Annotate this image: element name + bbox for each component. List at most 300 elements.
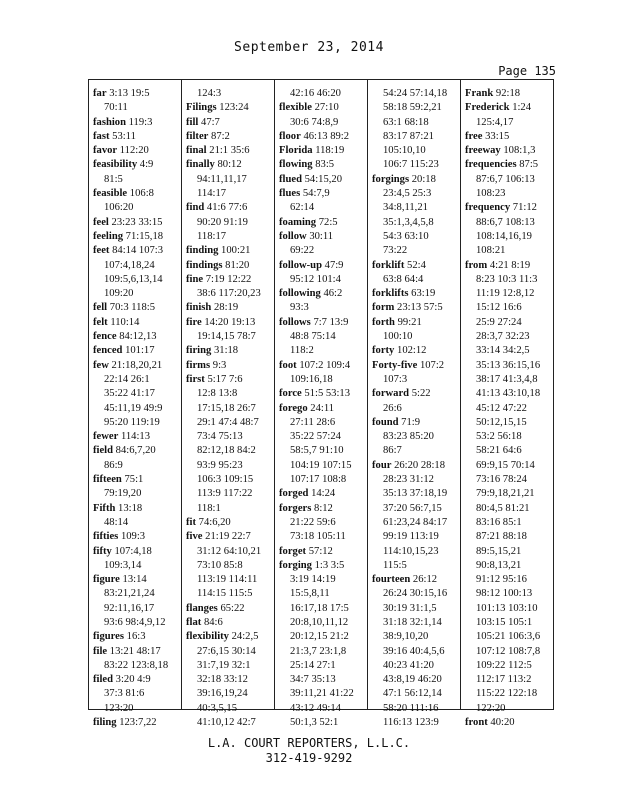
index-page-refs: 46:13 89:2 xyxy=(303,130,350,142)
index-continuation: 58:20 111:16 xyxy=(383,702,439,714)
index-entry xyxy=(93,673,181,687)
index-term: follow-up xyxy=(279,259,322,271)
index-continuation: 8:23 10:3 11:3 xyxy=(476,273,538,285)
index-entry xyxy=(186,130,274,144)
index-entry xyxy=(186,201,274,215)
index-term: fast xyxy=(93,130,110,142)
index-term: favor xyxy=(93,145,118,157)
index-entry xyxy=(186,259,274,273)
index-continuation: 73:18 105:11 xyxy=(290,531,346,543)
transcript-date: September 23, 2014 xyxy=(234,40,384,55)
index-continuation: 108:21 xyxy=(476,245,506,257)
index-term: feet xyxy=(93,245,110,257)
index-continuation: 41:13 43:10,18 xyxy=(476,388,541,400)
index-page-refs: 41:6 77:6 xyxy=(206,202,248,214)
index-entry xyxy=(93,316,181,330)
index-term: flued xyxy=(279,173,302,185)
index-page-refs: 24:11 xyxy=(310,402,335,414)
index-continuation: 26:24 30:15,16 xyxy=(383,588,448,600)
index-continuation: 73:4 75:13 xyxy=(197,431,243,443)
index-column-2 xyxy=(181,80,274,729)
index-entry xyxy=(93,444,181,458)
index-term: free xyxy=(465,130,483,142)
index-continuation: 39:16 40:4,5,6 xyxy=(383,645,445,657)
index-continuation: 17:15,18 26:7 xyxy=(197,402,256,414)
index-term: Filings xyxy=(186,102,217,114)
index-page-refs: 84:6,7,20 xyxy=(115,445,156,457)
index-continuation: 69:22 xyxy=(290,245,315,257)
index-term: follows xyxy=(279,316,311,328)
index-column-1 xyxy=(89,80,181,729)
index-continuation: 43:12 49:14 xyxy=(290,702,341,714)
index-term: findings xyxy=(186,259,223,271)
index-continuation: 38:17 41:3,4,8 xyxy=(476,373,538,385)
index-term: following xyxy=(279,288,321,300)
index-continuation: 21:3,7 23:1,8 xyxy=(290,645,347,657)
index-term: find xyxy=(186,202,205,214)
index-continuation: 109:20 xyxy=(104,288,134,300)
page-number: Page 135 xyxy=(498,64,556,78)
index-continuation: 79:19,20 xyxy=(104,488,142,500)
index-entry xyxy=(465,201,553,215)
index-continuation: 32:18 33:12 xyxy=(197,674,248,686)
court-reporter-name: L.A. COURT REPORTERS, L.L.C. xyxy=(207,736,411,750)
index-continuation: 47:1 56:12,14 xyxy=(383,688,442,700)
index-term: fill xyxy=(186,116,199,128)
index-term: foot xyxy=(279,359,297,371)
index-continuation: 38:9,10,20 xyxy=(383,631,429,643)
index-page-refs: 5:22 xyxy=(411,388,431,400)
index-entry xyxy=(279,559,367,573)
index-continuation: 105:21 106:3,6 xyxy=(476,631,541,643)
index-term: far xyxy=(93,88,107,99)
index-entry xyxy=(279,173,367,187)
index-entry xyxy=(93,216,181,230)
index-term: forgers xyxy=(279,502,312,514)
index-entry xyxy=(372,387,460,401)
index-entry xyxy=(372,259,460,273)
index-continuation: 123:20 xyxy=(104,702,134,714)
index-term: filter xyxy=(186,130,209,142)
index-continuation: 35:13 36:15,16 xyxy=(476,359,541,371)
index-page-refs: 27:10 xyxy=(314,102,339,114)
index-page-refs: 14:24 xyxy=(311,488,336,500)
index-continuation: 122:20 xyxy=(476,702,506,714)
index-continuation: 101:13 103:10 xyxy=(476,602,538,614)
index-continuation: 37:3 81:6 xyxy=(104,688,145,700)
index-continuation: 11:19 12:8,12 xyxy=(476,288,535,300)
index-continuation: 107:12 108:7,8 xyxy=(476,645,541,657)
index-continuation: 58:18 59:2,21 xyxy=(383,102,442,114)
index-page-refs: 7:19 12:22 xyxy=(205,273,252,285)
index-term: figure xyxy=(93,574,120,586)
index-column-3 xyxy=(274,80,367,729)
index-continuation: 48:14 xyxy=(104,516,129,528)
index-continuation: 118:2 xyxy=(290,345,314,357)
index-entry xyxy=(279,187,367,201)
index-term: fashion xyxy=(93,116,126,128)
index-continuation: 19:14,15 78:7 xyxy=(197,331,256,343)
index-entry xyxy=(93,430,181,444)
index-term: first xyxy=(186,373,205,385)
index-term: firing xyxy=(186,345,212,357)
index-entry xyxy=(93,473,181,487)
index-page-refs: 47:9 xyxy=(324,259,344,271)
index-entry xyxy=(465,144,553,158)
index-continuation: 27:11 28:6 xyxy=(290,416,336,428)
index-entry xyxy=(186,530,274,544)
index-page-refs: 21:18,20,21 xyxy=(111,359,163,371)
index-page-refs: 84:6 xyxy=(203,616,223,628)
index-entry xyxy=(93,630,181,644)
index-continuation: 35:22 41:17 xyxy=(104,388,155,400)
index-term: field xyxy=(93,445,114,457)
index-term: Frederick xyxy=(465,102,510,114)
index-entry xyxy=(93,716,181,730)
index-continuation: 90:8,13,21 xyxy=(476,559,522,571)
index-entry xyxy=(93,645,181,659)
index-continuation: 107:17 108:8 xyxy=(290,474,347,486)
index-continuation: 118:17 xyxy=(197,230,227,242)
index-continuation: 35:1,3,4,5,8 xyxy=(383,216,434,228)
index-term: fourteen xyxy=(372,574,411,586)
index-entry xyxy=(93,130,181,144)
index-continuation: 92:11,16,17 xyxy=(104,602,155,614)
index-continuation: 86:9 xyxy=(104,459,123,471)
index-term: Forty-five xyxy=(372,359,418,371)
index-continuation: 115:22 122:18 xyxy=(476,688,538,700)
index-continuation: 16:17,18 17:5 xyxy=(290,602,349,614)
index-term: foaming xyxy=(279,216,317,228)
index-entry xyxy=(186,116,274,130)
index-continuation: 34:7 35:13 xyxy=(290,674,336,686)
index-page-refs: 57:12 xyxy=(308,545,333,557)
index-continuation: 45:11,19 49:9 xyxy=(104,402,163,414)
index-continuation: 113:9 117:22 xyxy=(197,488,253,500)
index-continuation: 109:5,6,13,14 xyxy=(104,273,163,285)
index-page-refs: 30:11 xyxy=(309,230,334,242)
index-page-refs: 23:23 33:15 xyxy=(111,216,163,228)
index-continuation: 100:10 xyxy=(383,331,413,343)
index-page-refs: 110:14 xyxy=(110,316,140,328)
index-continuation: 83:21,21,24 xyxy=(104,588,155,600)
index-entry xyxy=(186,144,274,158)
index-term: flexibility xyxy=(186,631,229,643)
index-continuation: 22:14 26:1 xyxy=(104,373,150,385)
index-entry xyxy=(279,402,367,416)
index-entry xyxy=(93,359,181,373)
index-continuation: 69:9,15 70:14 xyxy=(476,459,535,471)
index-continuation: 30:19 31:1,5 xyxy=(383,602,437,614)
index-term: few xyxy=(93,359,109,371)
index-entry xyxy=(279,230,367,244)
index-page-refs: 3:13 19:5 xyxy=(109,88,150,99)
index-term: figures xyxy=(93,631,124,643)
index-entry xyxy=(279,144,367,158)
index-continuation: 73:22 xyxy=(383,245,408,257)
index-entry xyxy=(279,287,367,301)
index-continuation: 70:11 xyxy=(104,102,128,114)
index-term: firms xyxy=(186,359,211,371)
index-entry xyxy=(279,502,367,516)
index-continuation: 62:14 xyxy=(290,202,315,214)
index-continuation: 125:4,17 xyxy=(476,116,514,128)
index-continuation: 114:10,15,23 xyxy=(383,545,439,557)
index-entry xyxy=(93,244,181,258)
index-continuation: 39:11,21 41:22 xyxy=(290,688,354,700)
index-entry xyxy=(93,301,181,315)
index-page-refs: 52:4 xyxy=(407,259,426,271)
index-entry xyxy=(372,359,460,373)
index-page-refs: 54:15,20 xyxy=(304,173,342,185)
index-page-refs: 4:21 8:19 xyxy=(489,259,531,271)
index-term: freeway xyxy=(465,145,501,157)
index-continuation: 54:24 57:14,18 xyxy=(383,88,448,99)
index-continuation: 50:12,15,15 xyxy=(476,416,527,428)
index-page-refs: 33:15 xyxy=(485,130,510,142)
index-term: found xyxy=(372,416,399,428)
index-term: flanges xyxy=(186,602,218,614)
index-page-refs: 16:3 xyxy=(126,631,146,643)
index-continuation: 37:20 56:7,15 xyxy=(383,502,442,514)
index-term: flexible xyxy=(279,102,312,114)
index-page-refs: 72:5 xyxy=(318,216,338,228)
court-reporter-phone: 312-419-9292 xyxy=(265,751,353,765)
index-entry xyxy=(186,630,274,644)
index-term: finally xyxy=(186,159,215,171)
index-continuation: 116:13 123:9 xyxy=(383,717,439,729)
index-page-refs: 46:2 xyxy=(323,288,343,300)
index-term: fewer xyxy=(93,431,119,443)
index-continuation: 83:17 87:21 xyxy=(383,130,434,142)
index-term: force xyxy=(279,388,302,400)
index-entry xyxy=(93,158,181,172)
index-continuation: 58:21 64:6 xyxy=(476,445,522,457)
index-entry xyxy=(93,87,181,101)
index-page-refs: 107:2 109:4 xyxy=(299,359,351,371)
index-entry xyxy=(279,487,367,501)
index-entry xyxy=(279,216,367,230)
index-continuation: 41:10,12 42:7 xyxy=(197,717,256,729)
index-continuation: 106:7 115:23 xyxy=(383,159,439,171)
index-entry xyxy=(93,116,181,130)
index-term: flowing xyxy=(279,159,313,171)
index-continuation: 30:6 74:8,9 xyxy=(290,116,339,128)
index-page-refs: 99:21 xyxy=(397,316,422,328)
index-continuation: 89:5,15,21 xyxy=(476,545,522,557)
index-continuation: 31:7,19 32:1 xyxy=(197,659,251,671)
index-continuation: 91:12 95:16 xyxy=(476,574,527,586)
index-term: file xyxy=(93,645,108,657)
index-term: fine xyxy=(186,273,204,285)
index-continuation: 115:5 xyxy=(383,559,407,571)
index-entry xyxy=(93,344,181,358)
index-column-5 xyxy=(460,80,553,729)
index-term: forth xyxy=(372,316,395,328)
index-continuation: 86:7 xyxy=(383,445,402,457)
index-page-refs: 26:20 28:18 xyxy=(394,459,445,471)
index-page-refs: 112:20 xyxy=(119,145,149,157)
index-term: five xyxy=(186,531,203,543)
index-entry xyxy=(465,87,553,101)
index-term: feasible xyxy=(93,188,128,200)
index-continuation: 73:10 85:8 xyxy=(197,559,243,571)
index-page-refs: 114:13 xyxy=(120,431,150,443)
index-page-refs: 1:3 3:5 xyxy=(314,559,345,571)
index-continuation: 28:3,7 32:23 xyxy=(476,331,530,343)
index-term: fell xyxy=(93,302,108,314)
index-continuation: 109:16,18 xyxy=(290,373,333,385)
index-term: floor xyxy=(279,130,301,142)
index-entry xyxy=(93,545,181,559)
index-continuation: 80:4,5 81:21 xyxy=(476,502,530,514)
index-term: flat xyxy=(186,616,202,628)
index-page-refs: 87:2 xyxy=(211,130,230,142)
index-continuation: 87:21 88:18 xyxy=(476,531,527,543)
index-page-refs: 101:17 xyxy=(125,345,155,357)
index-page-refs: 84:14 107:3 xyxy=(112,245,164,257)
index-continuation: 108:14,16,19 xyxy=(476,230,532,242)
index-page-refs: 87:5 xyxy=(519,159,539,171)
index-page-refs: 24:2,5 xyxy=(231,631,259,643)
index-term: felt xyxy=(93,316,108,328)
index-entry xyxy=(279,359,367,373)
index-term: fifty xyxy=(93,545,112,557)
index-continuation: 104:19 107:15 xyxy=(290,459,352,471)
index-page-refs: 106:8 xyxy=(129,188,154,200)
index-entry xyxy=(186,344,274,358)
index-continuation: 93:9 95:23 xyxy=(197,459,243,471)
index-term: feasibility xyxy=(93,159,138,171)
index-continuation: 25:14 27:1 xyxy=(290,659,336,671)
index-page-refs: 71:12 xyxy=(512,202,537,214)
index-entry xyxy=(465,101,553,115)
index-continuation: 38:6 117:20,23 xyxy=(197,288,261,300)
index-continuation: 50:1,3 52:1 xyxy=(290,717,339,729)
index-continuation: 105:10,10 xyxy=(383,145,426,157)
index-continuation: 90:20 91:19 xyxy=(197,216,248,228)
index-term: fire xyxy=(186,316,202,328)
index-page-refs: 21:19 22:7 xyxy=(205,531,251,543)
index-continuation: 35:13 37:18,19 xyxy=(383,488,448,500)
index-entry xyxy=(372,173,460,187)
index-entry xyxy=(186,158,274,172)
index-continuation: 31:12 64:10,21 xyxy=(197,545,262,557)
index-column-4 xyxy=(367,80,460,729)
index-page-refs: 109:3 xyxy=(120,531,146,543)
index-page-refs: 5:17 7:6 xyxy=(207,373,243,385)
index-continuation: 40:23 41:20 xyxy=(383,659,434,671)
index-entry xyxy=(372,301,460,315)
index-entry xyxy=(279,158,367,172)
index-continuation: 82:12,18 84:2 xyxy=(197,445,256,457)
index-term: Florida xyxy=(279,145,313,157)
index-continuation: 43:8,19 46:20 xyxy=(383,674,442,686)
index-continuation: 45:12 47:22 xyxy=(476,402,527,414)
index-continuation: 12:8 13:8 xyxy=(197,388,238,400)
index-continuation: 21:22 59:6 xyxy=(290,516,336,528)
index-page-refs: 47:7 xyxy=(201,116,220,128)
index-continuation: 27:6,15 30:14 xyxy=(197,645,256,657)
index-entry xyxy=(93,144,181,158)
index-continuation: 40:3,5,15 xyxy=(197,702,238,714)
index-entry xyxy=(465,716,553,730)
index-page-refs: 119:3 xyxy=(128,116,153,128)
index-continuation: 53:2 56:18 xyxy=(476,431,522,443)
index-entry xyxy=(186,244,274,258)
index-page-refs: 107:2 xyxy=(419,359,445,371)
index-page-refs: 8:12 xyxy=(314,502,333,514)
index-entry xyxy=(186,316,274,330)
word-index-table xyxy=(88,79,554,729)
index-continuation: 79:9,18,21,21 xyxy=(476,488,535,500)
index-continuation: 114:17 xyxy=(197,188,227,200)
index-page-refs: 71:9 xyxy=(401,416,420,428)
index-page-refs: 13:18 xyxy=(118,502,143,514)
index-entry xyxy=(186,616,274,630)
index-term: Fifth xyxy=(93,502,116,514)
index-continuation: 87:6,7 106:13 xyxy=(476,173,535,185)
index-continuation: 34:8,11,21 xyxy=(383,202,428,214)
index-term: forgings xyxy=(372,173,410,185)
index-continuation: 26:6 xyxy=(383,402,402,414)
index-term: forged xyxy=(279,488,309,500)
index-entry xyxy=(186,101,274,115)
index-continuation: 29:1 47:4 48:7 xyxy=(197,416,259,428)
index-continuation: 83:22 123:8,18 xyxy=(104,659,169,671)
index-continuation: 107:4,18,24 xyxy=(104,259,155,271)
index-continuation: 15:5,8,11 xyxy=(290,588,330,600)
index-continuation: 124:3 xyxy=(197,88,222,99)
index-continuation: 15:12 16:6 xyxy=(476,302,522,314)
index-page-refs: 80:12 xyxy=(217,159,242,171)
index-page-refs: 14:20 19:13 xyxy=(204,316,256,328)
index-page-refs: 123:24 xyxy=(219,102,249,114)
index-term: forklifts xyxy=(372,288,409,300)
index-term: finish xyxy=(186,302,212,314)
index-continuation: 112:17 113:2 xyxy=(476,674,532,686)
index-continuation: 83:16 85:1 xyxy=(476,516,522,528)
index-page-refs: 65:22 xyxy=(220,602,245,614)
index-term: forego xyxy=(279,402,308,414)
index-entry xyxy=(372,416,460,430)
index-entry xyxy=(372,316,460,330)
index-continuation: 42:16 46:20 xyxy=(290,88,341,99)
index-page-refs: 123:7,22 xyxy=(119,717,157,729)
index-continuation: 25:9 27:24 xyxy=(476,316,522,328)
index-continuation: 54:3 63:10 xyxy=(383,230,429,242)
index-continuation: 93:6 98:4,9,12 xyxy=(104,616,166,628)
index-continuation: 20:8,10,11,12 xyxy=(290,616,349,628)
index-entry xyxy=(279,259,367,273)
index-page-refs: 75:1 xyxy=(124,474,144,486)
index-page-refs: 108:1,3 xyxy=(503,145,536,157)
index-term: four xyxy=(372,459,392,471)
index-continuation: 20:12,15 21:2 xyxy=(290,631,349,643)
index-continuation: 113:19 114:11 xyxy=(197,574,258,586)
index-page-refs: 107:4,18 xyxy=(114,545,152,557)
index-page-refs: 102:12 xyxy=(397,345,427,357)
index-continuation: 109:22 112:5 xyxy=(476,659,532,671)
index-page-refs: 4:9 xyxy=(139,159,154,171)
index-entry xyxy=(279,101,367,115)
index-continuation: 118:1 xyxy=(197,502,221,514)
index-page-refs: 63:19 xyxy=(411,288,436,300)
index-term: follow xyxy=(279,230,307,242)
index-term: forget xyxy=(279,545,307,557)
index-continuation: 63:8 64:4 xyxy=(383,273,424,285)
index-term: finding xyxy=(186,245,219,257)
